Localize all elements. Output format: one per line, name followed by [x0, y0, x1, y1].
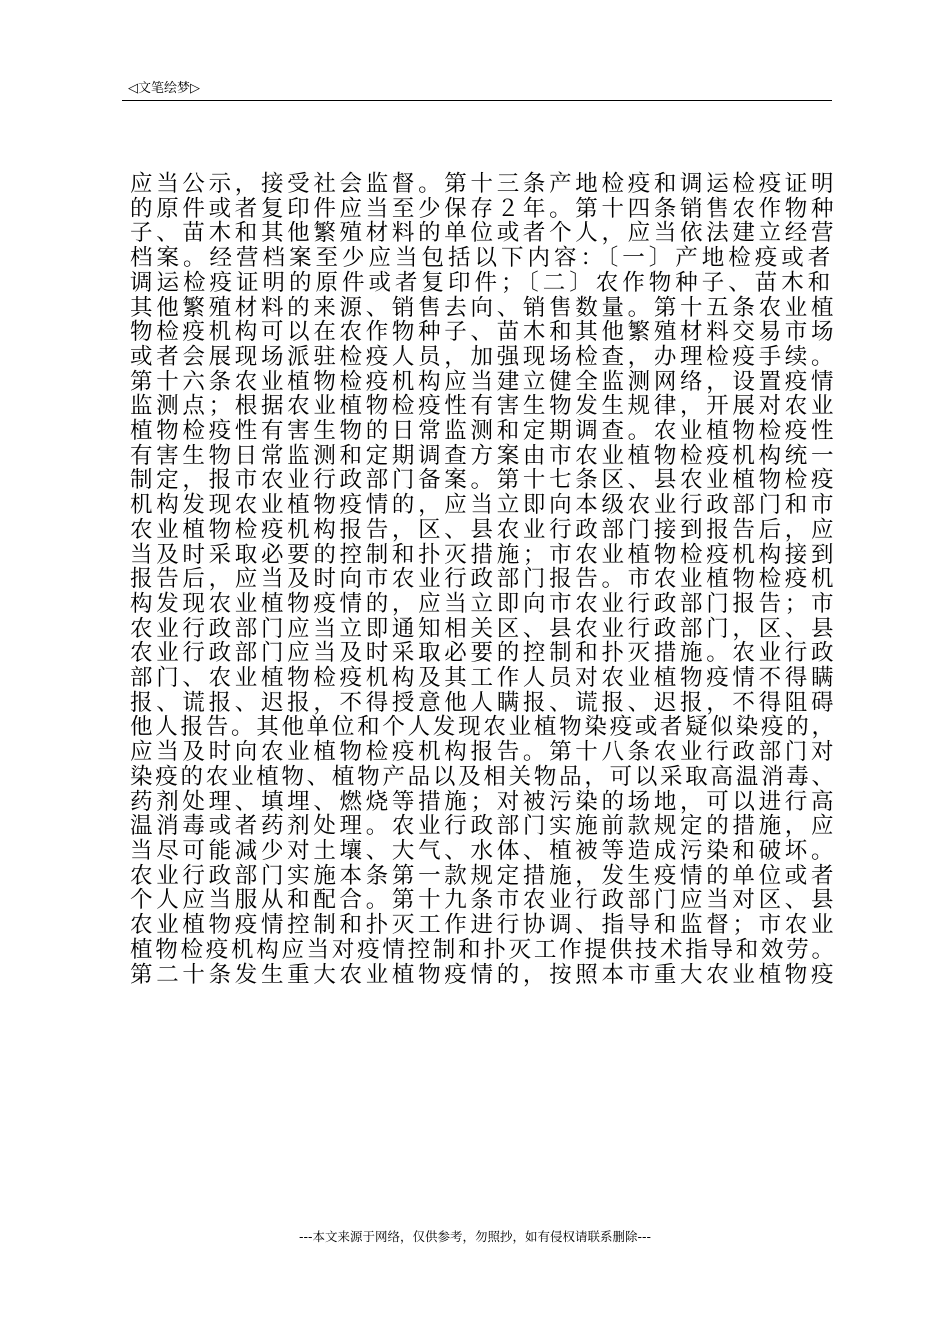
- body-line: 或者会展现场派驻检疫人员，加强现场检查，办理检疫手续。: [130, 343, 838, 370]
- body-line: 档案。经营档案至少应当包括以下内容：〔一〕产地检疫或者: [130, 245, 835, 272]
- body-line: 有害生物日常监测和定期调查方案由市农业植物检疫机构统一: [130, 442, 838, 469]
- body-line: 当及时采取必要的控制和扑灭措施；市农业植物检疫机构接到: [130, 541, 838, 568]
- body-line: 第二十条发生重大农业植物疫情的，按照本市重大农业植物疫: [130, 961, 838, 988]
- body-line: 农业行政部门实施本条第一款规定措施，发生疫情的单位或者: [130, 862, 838, 889]
- body-line: 农业行政部门应当立即通知相关区、县农业行政部门，区、县: [130, 615, 838, 642]
- body-line: 报、谎报、迟报，不得授意他人瞒报、谎报、迟报，不得阻碍: [130, 689, 838, 716]
- body-line: 温消毒或者药剂处理。农业行政部门实施前款规定的措施，应: [130, 813, 838, 840]
- body-line: 他人报告。其他单位和个人发现农业植物染疫或者疑似染疫的，: [130, 714, 837, 741]
- body-line: 监测点；根据农业植物检疫性有害生物发生规律，开展对农业: [130, 393, 838, 420]
- body-line: 药剂处理、填埋、燃烧等措施；对被污染的场地，可以进行高: [130, 788, 838, 815]
- body-line: 部门、农业植物检疫机构及其工作人员对农业植物疫情不得瞒: [130, 665, 838, 692]
- body-line: 调运检疫证明的原件或者复印件；〔二〕农作物种子、苗木和: [130, 269, 835, 296]
- body-line: 第十六条农业植物检疫机构应当建立健全监测网络，设置疫情: [130, 368, 838, 395]
- body-line: 的原件或者复印件应当至少保存２年。第十四条销售农作物种: [130, 195, 838, 222]
- body-line: 染疫的农业植物、植物产品以及相关物品，可以采取高温消毒、: [130, 763, 837, 790]
- page-footer: ---本文来源于网络，仅供参考，勿照抄，如有侵权请联系删除---: [298, 1229, 652, 1244]
- page-header: [122, 74, 832, 101]
- body-line: 报告后，应当及时向市农业行政部门报告。市农业植物检疫机: [130, 566, 838, 593]
- body-line: 个人应当服从和配合。第十九条市农业行政部门应当对区、县: [130, 887, 838, 914]
- body-line: 物检疫机构可以在农作物种子、苗木和其他繁殖材料交易市场: [130, 319, 838, 346]
- body-line: 植物检疫性有害生物的日常监测和定期调查。农业植物检疫性: [130, 418, 838, 445]
- body-line: 机构发现农业植物疫情的，应当立即向本级农业行政部门和市: [130, 492, 838, 519]
- body-line: 农业植物疫情控制和扑灭工作进行协调、指导和监督；市农业: [130, 912, 838, 939]
- body-line: 其他繁殖材料的来源、销售去向、销售数量。第十五条农业植: [130, 294, 838, 321]
- body-line: 应当及时向农业植物检疫机构报告。第十八条农业行政部门对: [130, 739, 838, 766]
- body-line: 制定，报市农业行政部门备案。第十七条区、县农业植物检疫: [130, 467, 838, 494]
- body-line: 当尽可能减少对土壤、大气、水体、植被等造成污染和破坏。: [130, 837, 838, 864]
- body-line: 农业行政部门应当及时采取必要的控制和扑灭措施。农业行政: [130, 640, 838, 667]
- body-line: 子、苗木和其他繁殖材料的单位或者个人，应当依法建立经营: [130, 220, 838, 247]
- header-title: ◁文笔绘梦▷: [128, 81, 200, 96]
- body-line: 应当公示，接受社会监督。第十三条产地检疫和调运检疫证明: [130, 171, 838, 197]
- body-line: 构发现农业植物疫情的，应当立即向市农业行政部门报告；市: [130, 590, 838, 617]
- body-text: [130, 171, 838, 988]
- body-line: 植物检疫机构应当对疫情控制和扑灭工作提供技术指导和效劳。: [130, 936, 837, 963]
- body-line: 农业植物检疫机构报告，区、县农业行政部门接到报告后，应: [130, 516, 838, 543]
